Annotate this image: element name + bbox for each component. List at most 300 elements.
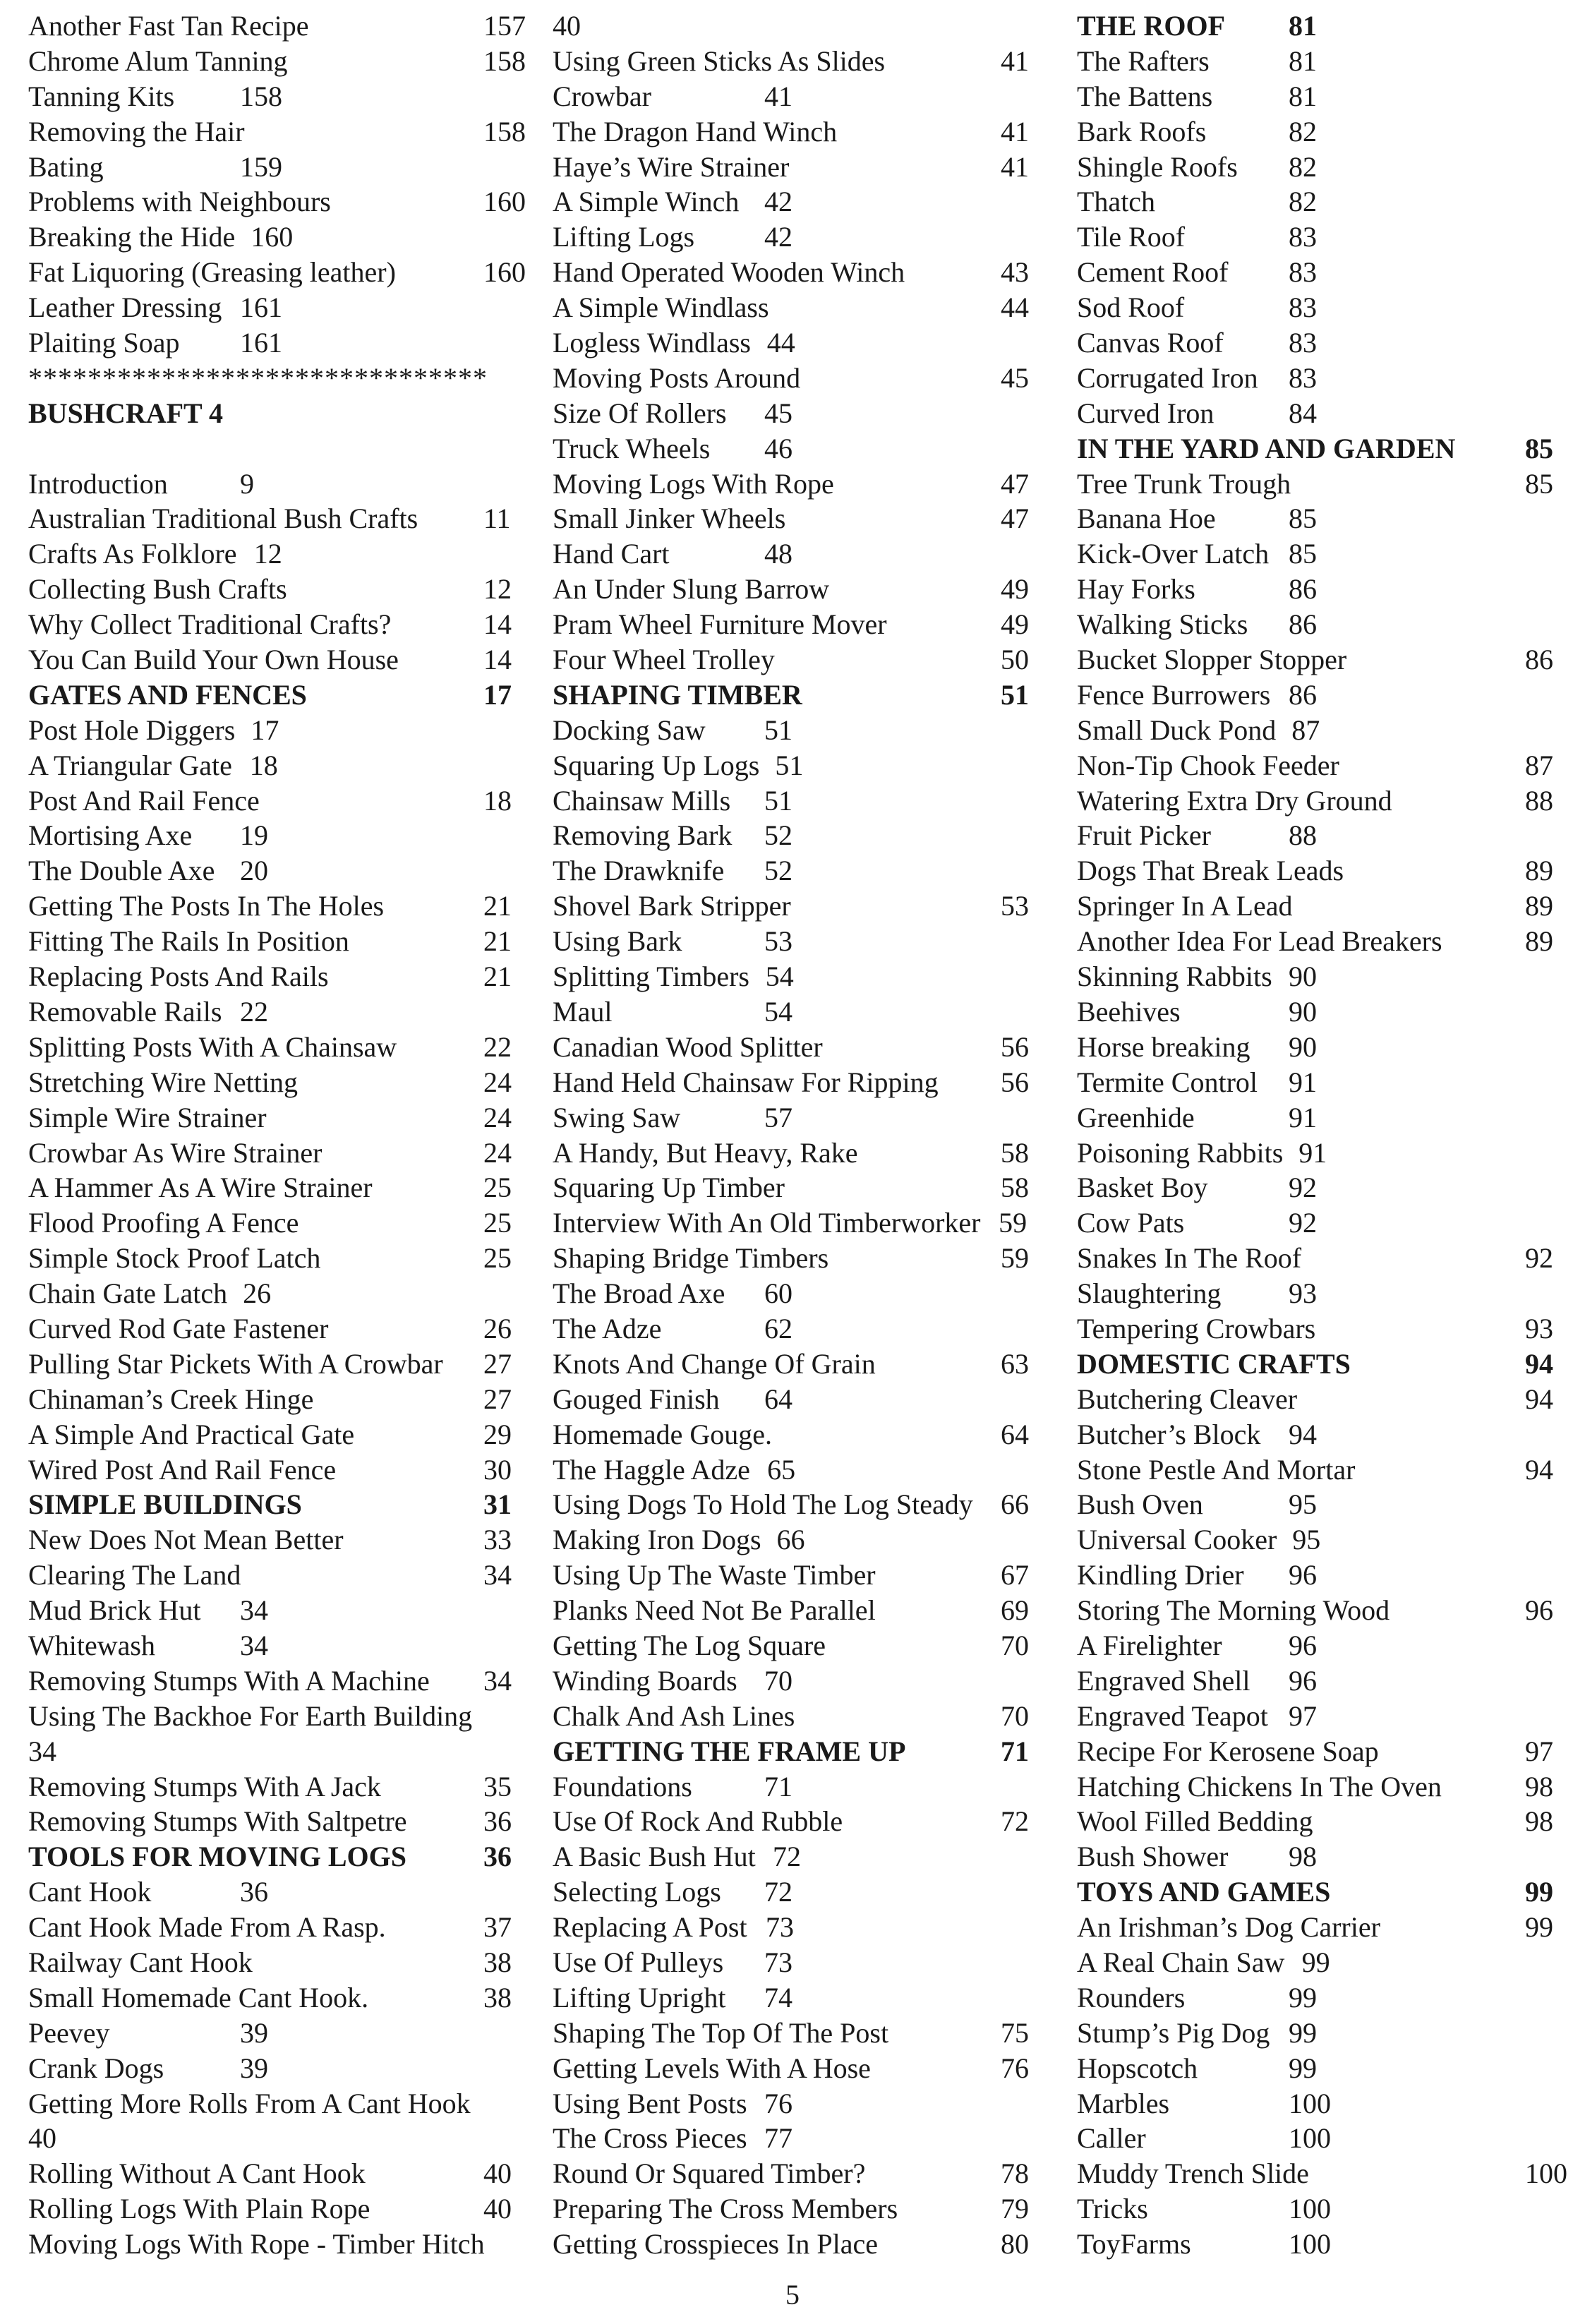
entry-title: Bush Oven: [1077, 1488, 1203, 1521]
contents-entry: [553, 1065, 1061, 1100]
entry-page-number: 37: [483, 1911, 512, 1944]
contents-entry: [553, 1804, 1061, 1839]
contents-entry: [28, 255, 526, 290]
entry-page-number: 81: [1289, 10, 1317, 42]
entry-page-number: 59: [1001, 1242, 1029, 1275]
entry-title: Fence Burrowers: [1077, 678, 1271, 711]
entry-page-number: 77: [764, 2122, 792, 2155]
contents-entry: [553, 924, 1061, 959]
entry-page-number: 96: [1289, 1664, 1317, 1697]
contents-entry: [553, 325, 1061, 361]
entry-page-number: 25: [483, 1242, 512, 1275]
entry-title: Horse breaking: [1077, 1030, 1250, 1063]
section-heading: [28, 1839, 522, 1874]
entry-title: Rolling Without A Cant Hook: [28, 2157, 366, 2190]
contents-entry: [28, 1065, 522, 1100]
entry-page-number: 91: [1289, 1066, 1317, 1098]
entry-title: Size Of Rollers: [553, 397, 727, 429]
entry-title: Banana Hoe: [1077, 502, 1216, 535]
entry-page-number: 21: [483, 890, 512, 922]
entry-title: Winding Boards: [553, 1664, 737, 1697]
contents-entry: [553, 2156, 1061, 2191]
contents-entry: [1077, 1170, 1564, 1205]
section-heading: [28, 396, 522, 431]
entry-page-number: 34: [240, 1594, 268, 1627]
entry-page-number: 51: [775, 749, 804, 781]
entry-title: Muddy Trench Slide: [1077, 2157, 1309, 2190]
entry-title: Wool Filled Bedding: [1077, 1805, 1313, 1838]
section-heading: [28, 678, 522, 713]
entry-page-number: 21: [483, 925, 512, 958]
entry-title: Replacing Posts And Rails: [28, 961, 329, 993]
entry-page-number: 92: [1525, 1242, 1553, 1275]
contents-entry: [1077, 1980, 1564, 2016]
entry-title: Simple Stock Proof Latch: [28, 1242, 321, 1275]
contents-entry: [553, 1522, 1061, 1558]
entry-title: A Basic Bush Hut: [553, 1841, 756, 1873]
entry-title: Truck Wheels: [553, 432, 711, 464]
entry-page-number: 25: [483, 1172, 512, 1204]
entry-page-number: 99: [1301, 1946, 1330, 1978]
contents-entry: [1077, 1663, 1564, 1699]
contents-entry: [553, 1382, 1061, 1417]
entry-title: Getting More Rolls From A Cant Hook: [28, 2087, 471, 2119]
contents-entry: [1077, 361, 1564, 396]
entry-title: Hopscotch: [1077, 2052, 1198, 2084]
entry-title: Poisoning Rabbits: [1077, 1136, 1284, 1169]
entry-title: An Irishman’s Dog Carrier: [1077, 1911, 1380, 1944]
entry-page-number: 49: [1001, 573, 1029, 606]
entry-page-number: 45: [1001, 361, 1029, 394]
contents-entry: [553, 1628, 1061, 1663]
contents-entry: [1077, 1699, 1564, 1734]
entry-title: Bating: [28, 150, 104, 183]
entry-title: Recipe For Kerosene Soap: [1077, 1735, 1379, 1767]
entry-page-number: 98: [1525, 1805, 1553, 1838]
entry-title: Using Up The Waste Timber: [553, 1559, 876, 1591]
entry-title: Kick-Over Latch: [1077, 538, 1270, 570]
contents-entry: [1077, 1136, 1564, 1171]
contents-entry: [553, 1311, 1061, 1347]
entry-title: Problems with Neighbours: [28, 186, 331, 218]
entry-title: Tile Roof: [1077, 221, 1186, 253]
entry-title: Use Of Rock And Rubble: [553, 1805, 843, 1838]
contents-entry: [28, 219, 522, 255]
entry-page-number: 41: [1001, 44, 1029, 77]
entry-page-number: 87: [1525, 749, 1553, 781]
contents-entry: [28, 642, 522, 678]
entry-title: Termite Control: [1077, 1066, 1258, 1098]
contents-entry: [553, 1487, 1061, 1522]
entry-page-number: 71: [764, 1770, 792, 1802]
entry-title: Skinning Rabbits: [1077, 961, 1272, 993]
contents-entry: [553, 1663, 1061, 1699]
entry-title: Selecting Logs: [553, 1876, 721, 1908]
entry-page-number: 79: [1001, 2193, 1029, 2225]
contents-entry: [553, 713, 1061, 748]
entry-page-number: 91: [1298, 1136, 1327, 1169]
entry-title: Another Idea For Lead Breakers: [1077, 925, 1442, 958]
entry-page-number: 94: [1525, 1453, 1553, 1486]
entry-page-number: 12: [253, 538, 282, 570]
contents-entry: [553, 150, 1061, 185]
contents-entry: [28, 1769, 522, 1805]
contents-entry: [28, 713, 522, 748]
entry-title: Knots And Change Of Grain: [553, 1347, 876, 1380]
entry-page-number: 41: [1001, 115, 1029, 147]
entry-page-number: 78: [1001, 2157, 1029, 2190]
entry-page-number: 100: [1289, 2122, 1331, 2155]
entry-page-number: 29: [483, 1418, 512, 1450]
contents-entry: [1077, 325, 1564, 361]
entry-page-number: 72: [773, 1841, 801, 1873]
contents-entry: [28, 536, 522, 572]
entry-title: Corrugated Iron: [1077, 361, 1258, 394]
contents-entry: [28, 1874, 522, 1910]
entry-title: Interview With An Old Timberworker: [553, 1207, 981, 1239]
entry-title: Flood Proofing A Fence: [28, 1207, 299, 1239]
entry-title: Wired Post And Rail Fence: [28, 1453, 337, 1486]
entry-title: Haye’s Wire Strainer: [553, 150, 790, 183]
contents-entry: [553, 748, 1061, 783]
entry-title: Thatch: [1077, 186, 1156, 218]
entry-title: Breaking the Hide: [28, 221, 236, 253]
entry-title: Hand Operated Wooden Winch: [553, 256, 905, 289]
entry-title: THE ROOF: [1077, 10, 1226, 42]
entry-title: Round Or Squared Timber?: [553, 2157, 866, 2190]
entry-title: Using Green Sticks As Slides: [553, 44, 886, 77]
entry-title: Greenhide: [1077, 1101, 1195, 1133]
entry-title: Chrome Alum Tanning: [28, 44, 288, 77]
entry-page-number: 48: [764, 538, 792, 570]
entry-title: SHAPING TIMBER: [553, 678, 802, 711]
entry-title: 40: [28, 2122, 56, 2155]
entry-title: Curved Rod Gate Fastener: [28, 1312, 329, 1344]
entry-page-number: 99: [1525, 1876, 1553, 1908]
contents-entry: [28, 8, 526, 44]
section-heading: [1077, 1347, 1564, 1382]
entry-page-number: 47: [1001, 502, 1029, 535]
contents-entry: [1077, 1205, 1564, 1241]
entry-title: Stretching Wire Netting: [28, 1066, 299, 1098]
entry-page-number: 159: [240, 150, 282, 183]
contents-entry: [28, 889, 522, 924]
entry-title: Removing Stumps With A Machine: [28, 1664, 430, 1697]
entry-title: Caller: [1077, 2122, 1146, 2155]
contents-entry: [553, 607, 1061, 642]
contents-entry: [28, 1417, 522, 1452]
entry-title: You Can Build Your Own House: [28, 644, 399, 676]
entry-title: Chalk And Ash Lines: [553, 1699, 795, 1732]
entry-page-number: 85: [1289, 502, 1317, 535]
contents-entry: [28, 1311, 522, 1347]
contents-entry: [1077, 607, 1564, 642]
entry-page-number: 41: [764, 80, 792, 112]
entry-title: The Haggle Adze: [553, 1453, 750, 1486]
entry-page-number: 24: [483, 1136, 512, 1169]
entry-title: A Simple Winch: [553, 186, 740, 218]
contents-entry: [553, 536, 1061, 572]
entry-page-number: 95: [1292, 1524, 1321, 1556]
entry-page-number: 44: [766, 327, 795, 359]
entry-title: Walking Sticks: [1077, 608, 1248, 641]
entry-title: A Real Chain Saw: [1077, 1946, 1285, 1978]
entry-title: The Rafters: [1077, 44, 1210, 77]
contents-entry: [28, 150, 522, 185]
contents-entry: [553, 2016, 1061, 2051]
entry-title: Using The Backhoe For Earth Building: [28, 1699, 473, 1732]
contents-entry: [1077, 2227, 1564, 2262]
entry-page-number: 82: [1289, 186, 1317, 218]
entry-title: Hand Held Chainsaw For Ripping: [553, 1066, 939, 1098]
entry-page-number: 22: [240, 995, 268, 1028]
contents-entry: [553, 361, 1061, 396]
entry-title: Chinaman’s Creek Hinge: [28, 1383, 314, 1415]
entry-title: Watering Extra Dry Ground: [1077, 784, 1392, 817]
entry-page-number: 34: [240, 1629, 268, 1661]
entry-page-number: 24: [483, 1066, 512, 1098]
entry-title: Plaiting Soap: [28, 327, 180, 359]
contents-entry: [1077, 114, 1564, 150]
contents-entry: [553, 184, 1061, 219]
contents-entry: [1077, 1910, 1564, 1945]
contents-entry: [1077, 79, 1564, 114]
entry-title: Lifting Upright: [553, 1981, 726, 2013]
entry-page-number: 86: [1289, 678, 1317, 711]
section-heading: [553, 1734, 1061, 1769]
contents-entry: [553, 1417, 1061, 1452]
entry-title: Butchering Cleaver: [1077, 1383, 1298, 1415]
entry-title: Mud Brick Hut: [28, 1594, 201, 1627]
contents-entry: [553, 1170, 1061, 1205]
contents-entry: [1077, 2156, 1567, 2191]
entry-page-number: 85: [1525, 467, 1553, 500]
contents-entry: [28, 79, 522, 114]
entry-title: The Battens: [1077, 80, 1213, 112]
entry-page-number: 81: [1289, 44, 1317, 77]
contents-entry: [553, 501, 1061, 536]
entry-title: Removable Rails: [28, 995, 222, 1028]
entry-title: Whitewash: [28, 1629, 155, 1661]
contents-entry: [28, 1276, 522, 1311]
contents-entry: [553, 1276, 1061, 1311]
entry-title: Canadian Wood Splitter: [553, 1030, 823, 1063]
entry-page-number: 100: [1289, 2228, 1331, 2260]
contents-entry: [1077, 713, 1564, 748]
entry-page-number: 66: [776, 1524, 805, 1556]
contents-entry: [28, 184, 526, 219]
entry-page-number: 90: [1289, 961, 1317, 993]
contents-entry: [1077, 1769, 1564, 1805]
entry-page-number: 93: [1525, 1312, 1553, 1344]
entry-page-number: 26: [483, 1312, 512, 1344]
entry-page-number: 83: [1289, 291, 1317, 324]
contents-entry: [553, 1241, 1061, 1276]
entry-page-number: 81: [1289, 80, 1317, 112]
entry-page-number: 18: [483, 784, 512, 817]
contents-entry: [553, 1769, 1061, 1805]
entry-page-number: 17: [251, 714, 279, 746]
contents-entry: [28, 290, 522, 325]
contents-entry: [28, 853, 522, 889]
contents-entry: [28, 325, 522, 361]
entry-page-number: 53: [764, 925, 792, 958]
contents-entry: [1077, 2191, 1564, 2227]
entry-title: 34: [28, 1735, 56, 1767]
contents-entry: [1077, 924, 1564, 959]
contents-entry: [1077, 2121, 1564, 2156]
contents-entry: [1077, 536, 1564, 572]
entry-title: Crank Dogs: [28, 2052, 164, 2084]
entry-page-number: 161: [240, 291, 282, 324]
entry-title: Bark Roofs: [1077, 115, 1207, 147]
entry-page-number: 69: [1001, 1594, 1029, 1627]
contents-entry: [1077, 1487, 1564, 1522]
entry-title: Australian Traditional Bush Crafts: [28, 502, 418, 535]
contents-entry: [1077, 678, 1564, 713]
entry-page-number: 27: [483, 1383, 512, 1415]
contents-entry: [1077, 1522, 1564, 1558]
contents-entry: [28, 572, 522, 607]
entry-title: Peevey: [28, 2016, 110, 2049]
entry-title: Universal Cooker: [1077, 1524, 1277, 1556]
entry-title: Getting The Log Square: [553, 1629, 826, 1661]
contents-entry: [28, 959, 522, 994]
entry-page-number: 14: [483, 644, 512, 676]
contents-entry: [1077, 1734, 1564, 1769]
contents-entry: [28, 1945, 522, 1980]
contents-entry: [553, 2051, 1061, 2086]
entry-title: Springer In A Lead: [1077, 890, 1293, 922]
entry-page-number: 160: [483, 256, 526, 289]
contents-entry: [28, 431, 522, 466]
entry-title: Using Bark: [553, 925, 682, 958]
entry-page-number: 24: [483, 1101, 512, 1133]
contents-entry: [1077, 572, 1564, 607]
entry-page-number: 99: [1289, 2016, 1317, 2049]
entry-page-number: 85: [1525, 432, 1553, 464]
contents-entry: [28, 1170, 522, 1205]
entry-title: Tree Trunk Trough: [1077, 467, 1291, 500]
entry-page-number: 57: [764, 1101, 792, 1133]
entry-title: Cow Pats: [1077, 1207, 1185, 1239]
entry-title: Swing Saw: [553, 1101, 681, 1133]
entry-page-number: 40: [483, 2193, 512, 2225]
contents-entry: [553, 783, 1061, 819]
contents-entry: [28, 1558, 522, 1593]
entry-page-number: 85: [1289, 538, 1317, 570]
entry-page-number: 70: [764, 1664, 792, 1697]
contents-entry: [553, 1100, 1061, 1136]
contents-entry: [28, 1804, 522, 1839]
entry-title: Maul: [553, 995, 613, 1028]
entry-page-number: 47: [1001, 467, 1029, 500]
entry-page-number: 82: [1289, 150, 1317, 183]
contents-entry: [28, 1593, 522, 1628]
entry-title: Homemade Gouge.: [553, 1418, 773, 1450]
entry-title: A Simple Windlass: [553, 291, 769, 324]
entry-title: ToyFarms: [1077, 2228, 1191, 2260]
entry-page-number: 73: [765, 1911, 794, 1944]
contents-entry: [28, 1522, 522, 1558]
entry-title: Moving Logs With Rope - Timber Hitch: [28, 2228, 485, 2260]
entry-title: Use Of Pulleys: [553, 1946, 724, 1978]
entry-page-number: 89: [1525, 925, 1553, 958]
contents-entry: [1077, 1100, 1564, 1136]
entry-page-number: 100: [1289, 2193, 1331, 2225]
entry-page-number: 53: [1001, 890, 1029, 922]
entry-page-number: 76: [1001, 2052, 1029, 2084]
entry-title: A Firelighter: [1077, 1629, 1222, 1661]
entry-title: Removing the Hair: [28, 115, 245, 147]
contents-entry: [1077, 1593, 1564, 1628]
contents-entry: [1077, 219, 1564, 255]
entry-page-number: 38: [483, 1981, 512, 2013]
entry-page-number: 95: [1289, 1488, 1317, 1521]
entry-page-number: 64: [1001, 1418, 1029, 1450]
entry-page-number: 97: [1525, 1735, 1553, 1767]
entry-page-number: 52: [764, 819, 792, 852]
contents-entry: [553, 255, 1061, 290]
contents-entry: [1077, 1417, 1564, 1452]
entry-page-number: 94: [1525, 1383, 1553, 1415]
entry-title: Basket Boy: [1077, 1172, 1208, 1204]
entry-title: Fruit Picker: [1077, 819, 1211, 852]
entry-page-number: 40: [483, 2157, 512, 2190]
entry-page-number: 25: [483, 1207, 512, 1239]
entry-page-number: 30: [483, 1453, 512, 1486]
entry-page-number: 14: [483, 608, 512, 641]
entry-page-number: 86: [1525, 644, 1553, 676]
entry-title: Collecting Bush Crafts: [28, 573, 287, 606]
entry-title: Simple Wire Strainer: [28, 1101, 267, 1133]
contents-entry: [1077, 1065, 1564, 1100]
contents-entry: [28, 1030, 522, 1065]
entry-page-number: 87: [1291, 714, 1320, 746]
contents-entry: [28, 1663, 522, 1699]
entry-title: Replacing A Post: [553, 1911, 747, 1944]
contents-entry: [1077, 818, 1564, 853]
entry-page-number: 67: [1001, 1559, 1029, 1591]
contents-entry: [28, 1382, 522, 1417]
entry-title: Beehives: [1077, 995, 1181, 1028]
entry-title: Post And Rail Fence: [28, 784, 260, 817]
entry-page-number: 44: [1001, 291, 1029, 324]
entry-title: Crafts As Folklore: [28, 538, 237, 570]
entry-title: Hatching Chickens In The Oven: [1077, 1770, 1442, 1802]
entry-title: Moving Posts Around: [553, 361, 801, 394]
contents-entry: [553, 818, 1061, 853]
entry-page-number: 51: [1001, 678, 1029, 711]
entry-title: Pulling Star Pickets With A Crowbar: [28, 1347, 443, 1380]
entry-page-number: 92: [1289, 1207, 1317, 1239]
entry-title: Cant Hook: [28, 1876, 152, 1908]
entry-title: Squaring Up Logs: [553, 749, 760, 781]
entry-page-number: 36: [483, 1805, 512, 1838]
contents-entry: [553, 1347, 1061, 1382]
entry-page-number: 9: [240, 467, 254, 500]
entry-title: Slaughtering: [1077, 1277, 1222, 1310]
entry-page-number: 51: [764, 714, 792, 746]
entry-title: Using Dogs To Hold The Log Steady: [553, 1488, 973, 1521]
contents-entry: [28, 994, 522, 1030]
entry-title: Canvas Roof: [1077, 327, 1224, 359]
contents-entry: [1077, 184, 1564, 219]
entry-title: Tanning Kits: [28, 80, 175, 112]
entry-title: Squaring Up Timber: [553, 1172, 785, 1204]
contents-entry: [553, 2191, 1061, 2227]
entry-title: GETTING THE FRAME UP: [553, 1735, 906, 1767]
